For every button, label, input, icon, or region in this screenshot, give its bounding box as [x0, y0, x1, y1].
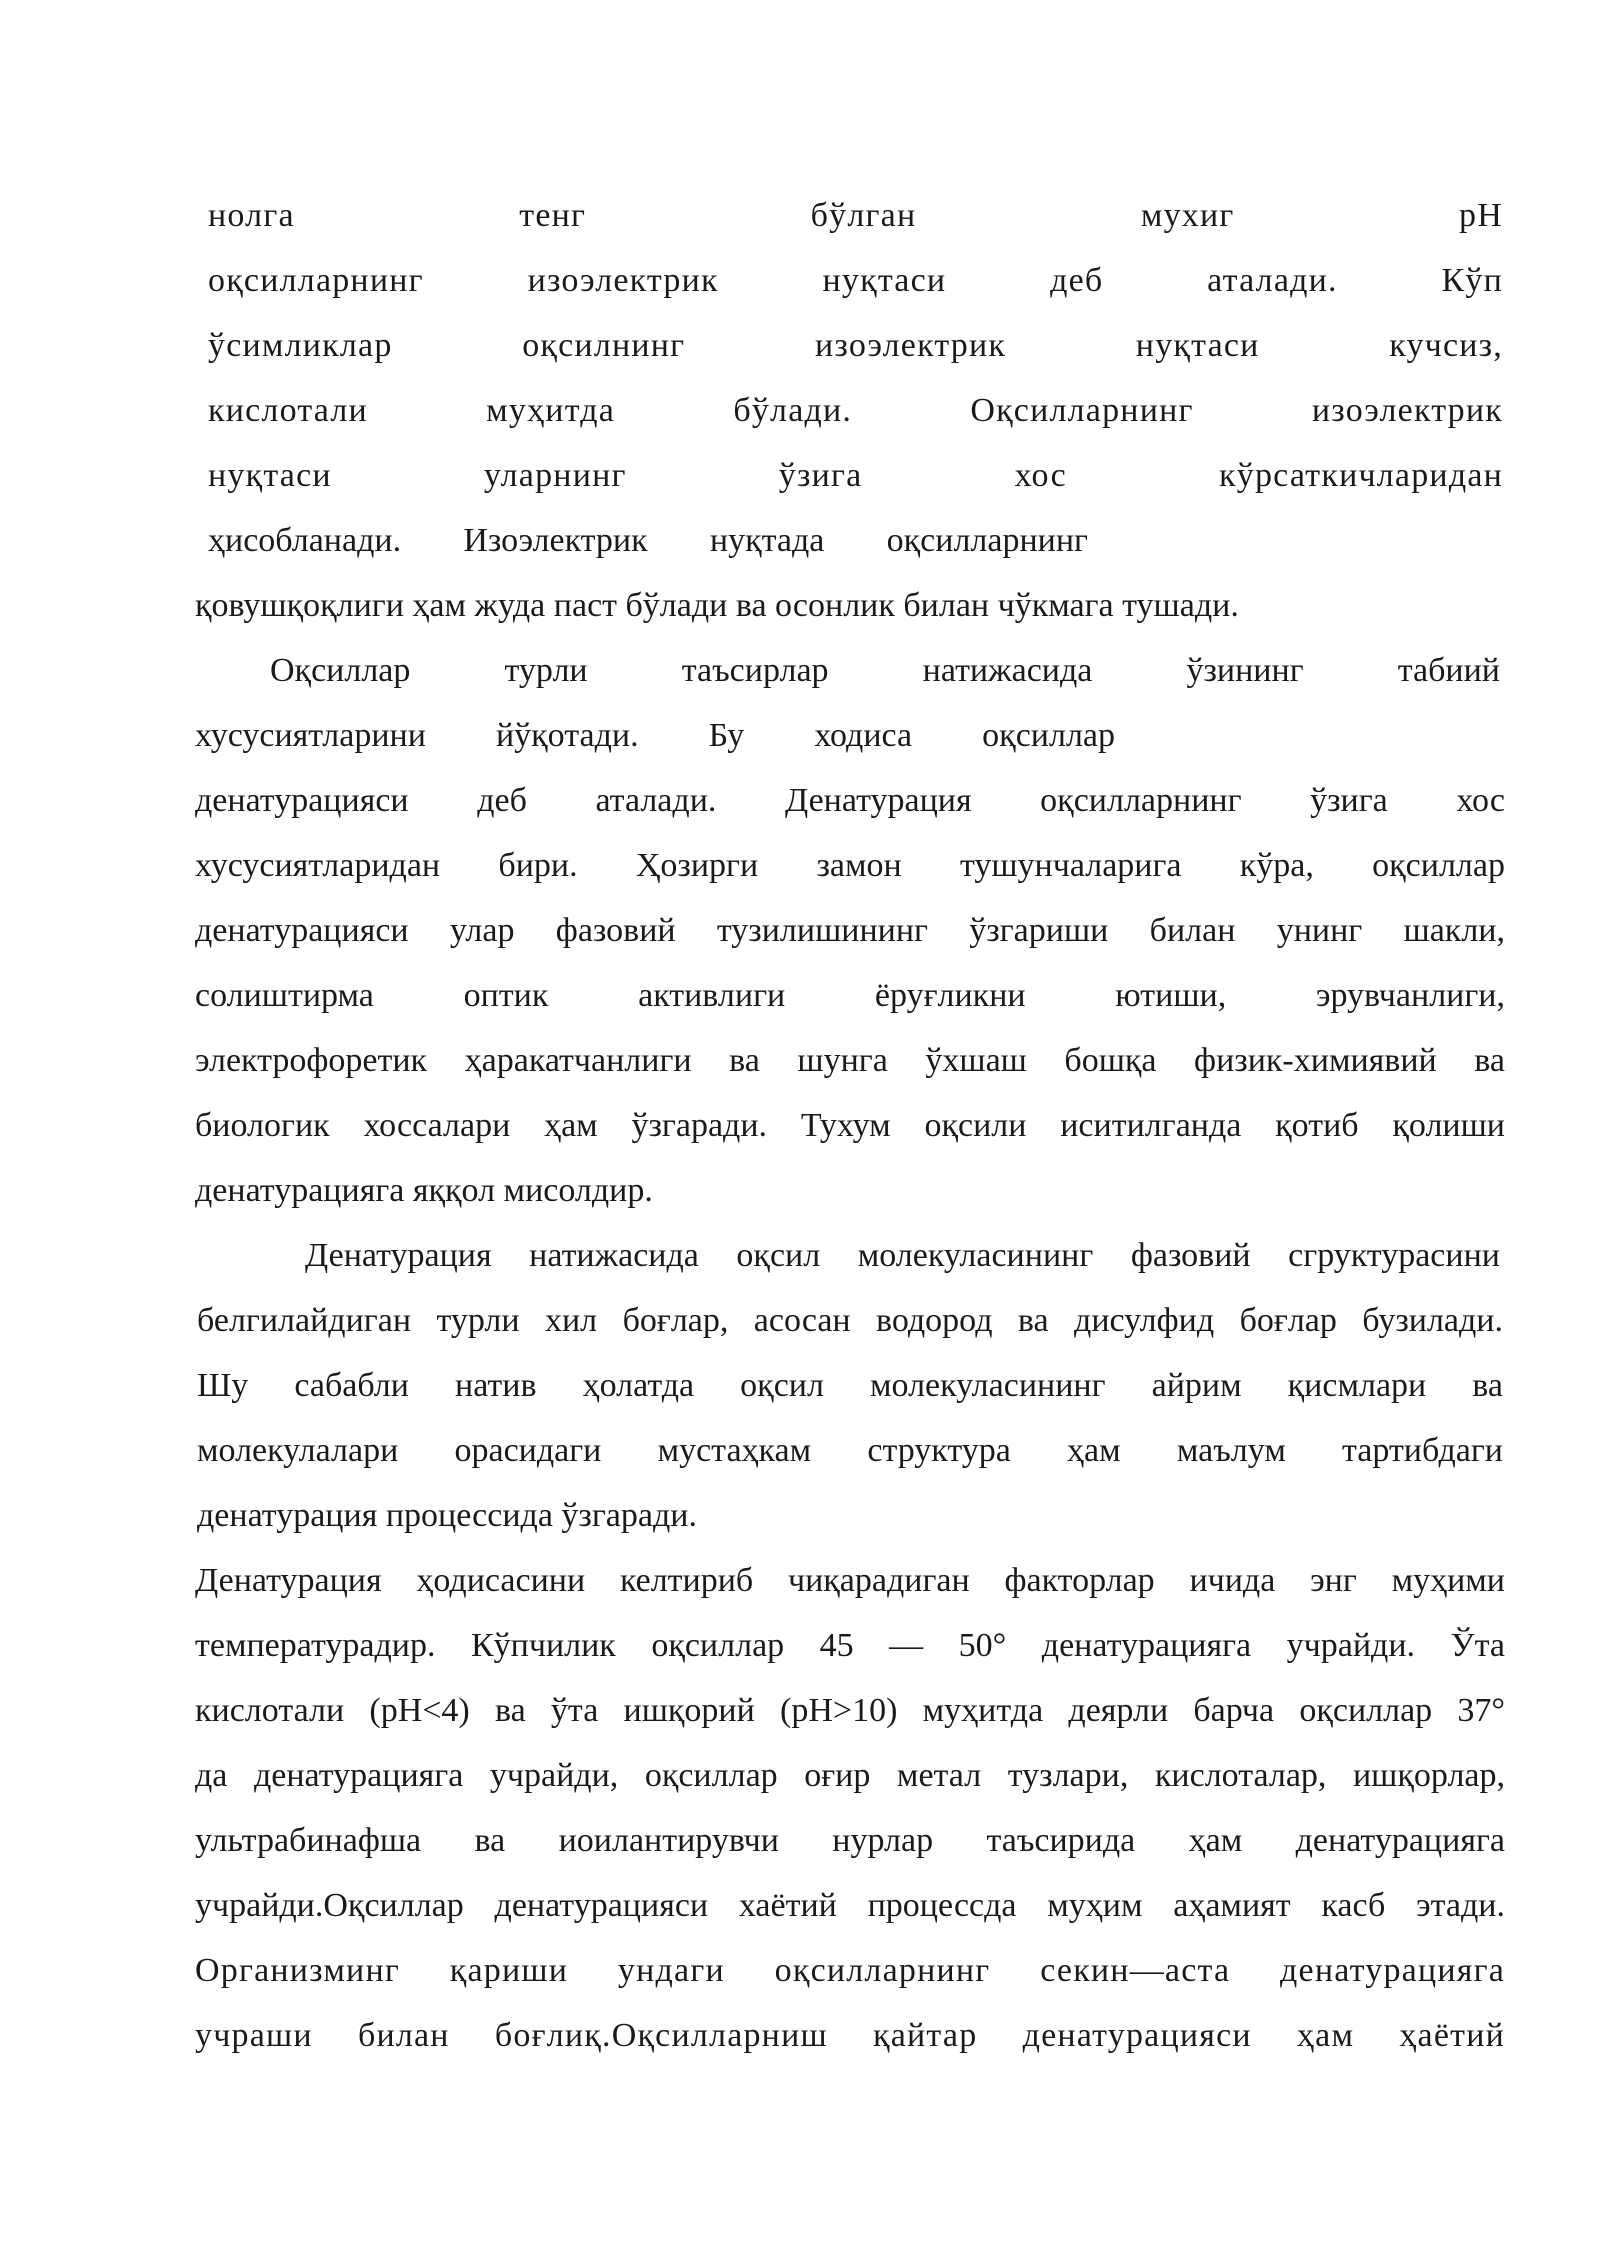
text-line: денатурация процессида ўзгаради. — [197, 1497, 697, 1534]
text-line: Шу сабабли натив ҳолатда оқсил молекуласининг айрим қисмлари ва — [197, 1367, 1503, 1404]
text-line: учрайди.Оқсиллар денатурацияси хаётий процессда муҳим аҳамият касб этади. — [195, 1887, 1505, 1924]
text-line: хусусиятларидан бири. Ҳозирги замон тушунчаларига кўра, оқсиллар — [195, 847, 1505, 884]
text-line: оқсилларнинг изоэлектрик нуқтаси деб аталади. Кўп — [208, 262, 1503, 299]
text-line: денатурацияси улар фазовий тузилишининг ўзгариши билан унинг шакли, — [195, 912, 1505, 949]
text-line: да денатурацияга учрайди, оқсиллар оғир метал тузлари, кислоталар, ишқорлар, — [195, 1757, 1505, 1794]
text-line: биологик хоссалари ҳам ўзгаради. Тухум оқсили иситилганда қотиб қолиши — [195, 1107, 1505, 1144]
paragraph-first-line: Оқсиллар турли таъсирлар натижасида ўзининг табиий — [270, 652, 1500, 689]
text-line: молекулалари орасидаги мустаҳкам структура ҳам маълум тартибдаги — [197, 1432, 1503, 1469]
text-line: кислотали муҳитда бўлади. Оқсилларнинг изоэлектрик — [208, 392, 1503, 429]
text-line: денатурацияси деб аталади. Денатурация оқсилларнинг ўзига хос — [195, 782, 1505, 819]
text-line: ультрабинафша ва иоилантирувчи нурлар таъсирида ҳам денатурацияга — [195, 1822, 1505, 1859]
text-line: солиштирма оптик активлиги ёруғликни ютиши, эрувчанлиги, — [195, 977, 1505, 1014]
text-line: электрофоретик ҳаракатчанлиги ва шунга ўхшаш бошқа физик-химиявий ва — [195, 1042, 1505, 1079]
text-line: кислотали (pH<4) ва ўта ишқорий (pH>10) муҳитда деярли барча оқсиллар 37° — [195, 1692, 1505, 1729]
text-line: нолга тенг бўлган мухиг pH — [208, 197, 1503, 234]
text-line: ўсимликлар оқсилнинг изоэлектрик нуқтаси кучсиз, — [208, 327, 1503, 364]
text-line: хусусиятларини йўқотади. Бу ходиса оқсиллар — [195, 717, 1115, 754]
text-line: нуқтаси уларнинг ўзига хос кўрсаткичларидан — [208, 457, 1503, 494]
text-line: Организминг қариши ундаги оқсилларнинг секин—аста денатурацияга — [195, 1952, 1505, 1989]
text-line: қовушқоқлиги ҳам жуда паст бўлади ва осонлик билан чўкмага тушади. — [195, 587, 1239, 624]
text-line: ҳисобланади. Изоэлектрик нуқтада оқсилларнинг — [208, 522, 1088, 559]
paragraph-first-line: Денатурация ҳодисасини келтириб чиқарадиган факторлар ичида энг муҳими — [195, 1562, 1505, 1599]
paragraph-first-line: Денатурация натижасида оқсил молекуласининг фазовий сгруктурасини — [305, 1237, 1500, 1274]
text-line: денатурацияга яққол мисолдир. — [195, 1172, 653, 1209]
text-line: белгилайдиган турли хил боғлар, асосан водород ва дисулфид боғлар бузилади. — [197, 1302, 1503, 1339]
text-line: температурадир. Кўпчилик оқсиллар 45 — 50° денатурацияга учрайди. Ўта — [195, 1627, 1505, 1664]
text-line: учраши билан боғлиқ.Оқсилларниш қайтар денатурацияси ҳам ҳаётий — [195, 2017, 1505, 2054]
